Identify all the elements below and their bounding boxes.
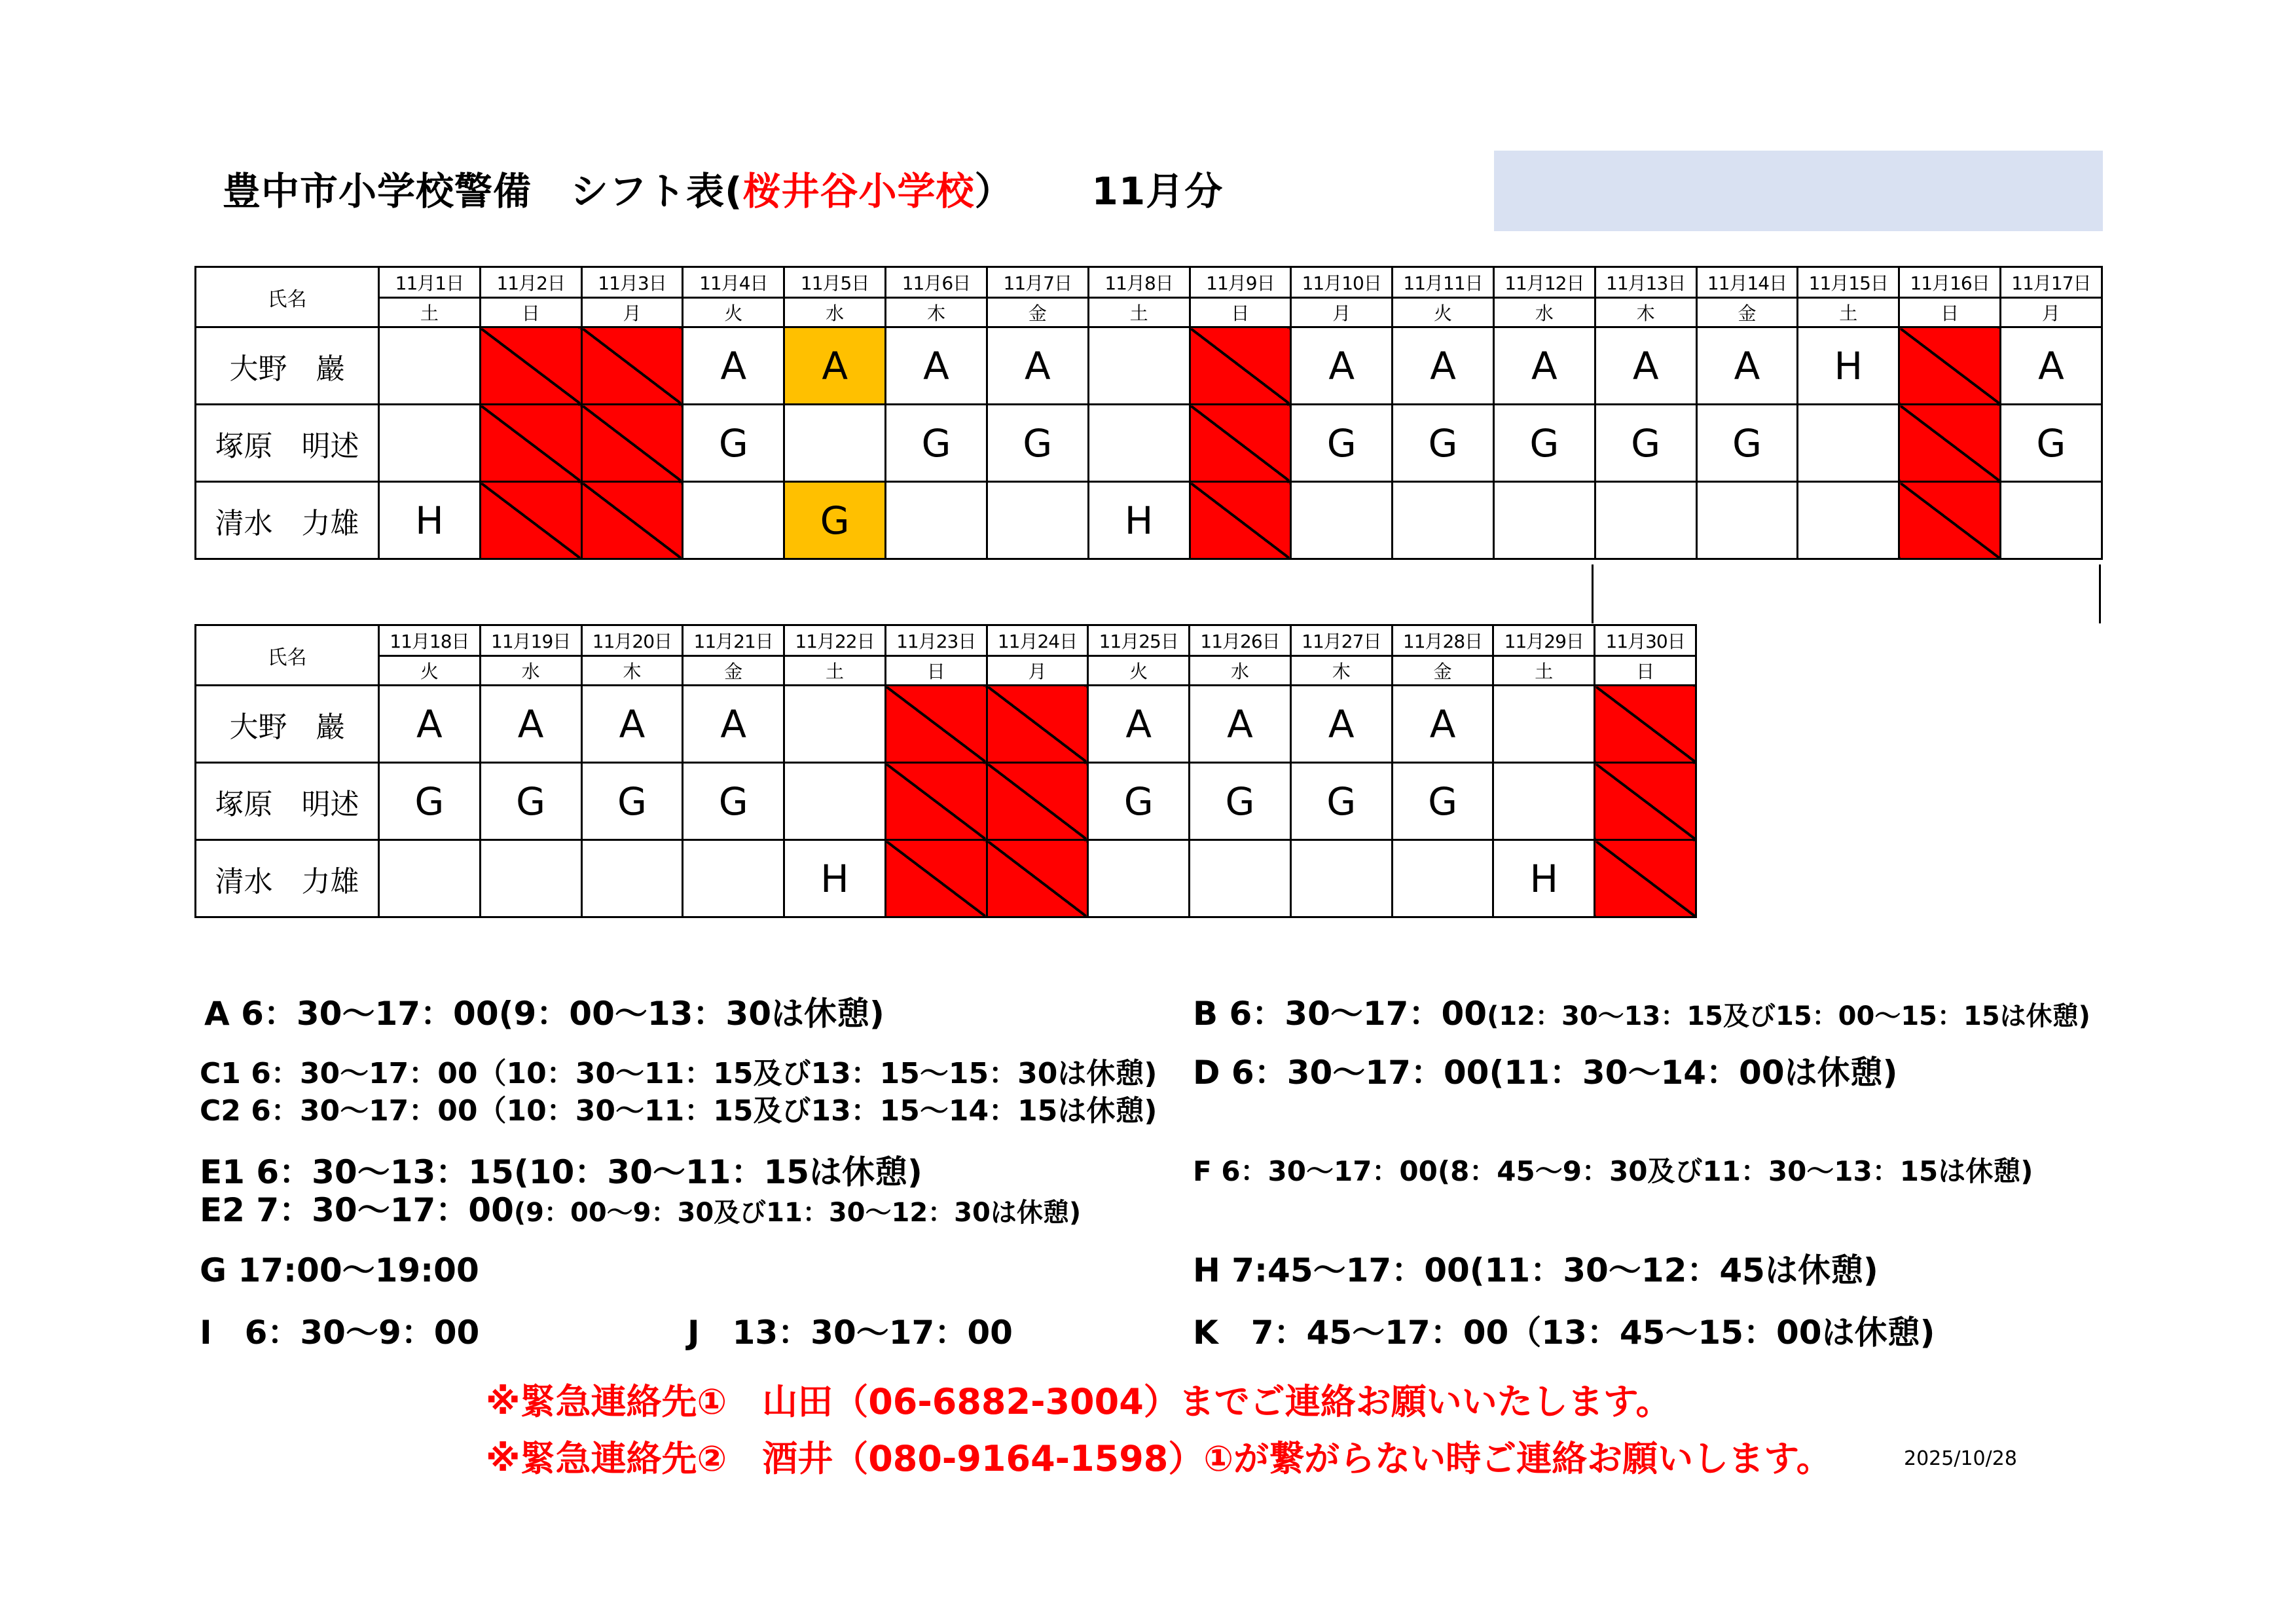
table-row bbox=[196, 686, 1696, 763]
empty-cell bbox=[379, 840, 481, 917]
empty-cell bbox=[1088, 327, 1190, 405]
shift-cell: G bbox=[683, 763, 784, 840]
shift-cell: H bbox=[784, 840, 886, 917]
date-header: 11月28日 bbox=[1392, 625, 1493, 656]
legend-i bbox=[200, 1306, 479, 1354]
legend-e2 bbox=[200, 1184, 1081, 1231]
shift-cell: G bbox=[987, 405, 1088, 482]
weekday-header: 金 bbox=[683, 656, 784, 686]
legend-c1 bbox=[200, 1050, 1157, 1092]
date-header: 11月19日 bbox=[480, 625, 581, 656]
shift-table-1 bbox=[194, 266, 2103, 560]
weekday-header: 日 bbox=[1190, 298, 1291, 327]
table-row bbox=[196, 482, 2102, 559]
staff-name: 清水 力雄 bbox=[196, 840, 379, 917]
divider-line-left bbox=[1592, 564, 1594, 623]
date-header: 11月2日 bbox=[480, 267, 581, 298]
date-header: 11月4日 bbox=[683, 267, 784, 298]
weekday-header: 土 bbox=[1088, 298, 1190, 327]
legend-b-note: (12：30～13：15及び15：00～15：15は休憩) bbox=[1487, 1001, 2090, 1031]
shift-cell: A bbox=[683, 686, 784, 763]
date-header: 11月17日 bbox=[2001, 267, 2102, 298]
date-header: 11月15日 bbox=[1798, 267, 1899, 298]
date-header: 11月7日 bbox=[987, 267, 1088, 298]
date-header: 11月8日 bbox=[1088, 267, 1190, 298]
legend-a bbox=[204, 987, 884, 1035]
date-header: 11月29日 bbox=[1493, 625, 1595, 656]
empty-cell bbox=[1493, 686, 1595, 763]
weekday-header: 木 bbox=[581, 656, 683, 686]
day-off-cell bbox=[885, 763, 987, 840]
weekday-header: 金 bbox=[1696, 298, 1798, 327]
legend-h bbox=[1193, 1244, 1878, 1291]
date-header: 11月16日 bbox=[1899, 267, 2001, 298]
table-row bbox=[196, 327, 2102, 405]
weekday-header: 土 bbox=[784, 656, 886, 686]
shift-cell: A bbox=[1393, 327, 1494, 405]
shift-cell: G bbox=[2001, 405, 2102, 482]
shift-cell: G bbox=[1088, 763, 1190, 840]
day-off-cell bbox=[1190, 482, 1291, 559]
shift-cell: A bbox=[581, 686, 683, 763]
date-header: 11月24日 bbox=[987, 625, 1088, 656]
day-off-cell bbox=[987, 840, 1088, 917]
staff-name: 清水 力雄 bbox=[196, 482, 379, 559]
staff-name: 大野 巖 bbox=[196, 686, 379, 763]
date-header: 11月11日 bbox=[1393, 267, 1494, 298]
empty-cell bbox=[1696, 482, 1798, 559]
weekday-header: 金 bbox=[1392, 656, 1493, 686]
empty-cell bbox=[1493, 482, 1595, 559]
shift-cell: H bbox=[1798, 327, 1899, 405]
legend-b bbox=[1193, 987, 2090, 1035]
weekday-header: 月 bbox=[2001, 298, 2102, 327]
empty-cell bbox=[784, 763, 886, 840]
date-header: 11月5日 bbox=[784, 267, 886, 298]
shift-cell: G bbox=[1190, 763, 1291, 840]
weekday-header: 土 bbox=[1493, 656, 1595, 686]
highlighted-shift-cell: A bbox=[784, 327, 886, 405]
day-off-cell bbox=[987, 686, 1088, 763]
page-title bbox=[223, 160, 1223, 215]
day-off-cell bbox=[480, 327, 581, 405]
shift-cell: A bbox=[987, 327, 1088, 405]
legend-e2-main: E2 7：30～17：00 bbox=[200, 1191, 514, 1229]
shift-cell: G bbox=[480, 763, 581, 840]
shift-cell: A bbox=[480, 686, 581, 763]
title-suffix: ） bbox=[974, 169, 1013, 213]
weekday-header: 火 bbox=[379, 656, 481, 686]
shift-cell: H bbox=[1088, 482, 1190, 559]
shift-cell: G bbox=[886, 405, 987, 482]
shift-cell: A bbox=[886, 327, 987, 405]
legend-c2-text: C2 6：30～17：00（10：30～11：15及び13：15～14：15は休憩) bbox=[200, 1094, 1157, 1128]
day-off-cell bbox=[1595, 686, 1696, 763]
weekday-header: 土 bbox=[1798, 298, 1899, 327]
weekday-header: 日 bbox=[885, 656, 987, 686]
empty-cell bbox=[1392, 840, 1493, 917]
weekday-header: 火 bbox=[683, 298, 784, 327]
empty-cell bbox=[1291, 482, 1393, 559]
shift-cell: A bbox=[1291, 327, 1393, 405]
date-header: 11月23日 bbox=[885, 625, 987, 656]
shift-cell: A bbox=[683, 327, 784, 405]
blue-box bbox=[1494, 151, 2103, 231]
divider-line-right bbox=[2099, 564, 2101, 623]
shift-cell: G bbox=[1493, 405, 1595, 482]
legend-a-main: A 6：30～17：00(9：00～13：30は休憩) bbox=[204, 995, 884, 1033]
shift-cell: A bbox=[1696, 327, 1798, 405]
day-off-cell bbox=[987, 763, 1088, 840]
empty-cell bbox=[886, 482, 987, 559]
legend-g-main: G 17:00～19:00 bbox=[200, 1251, 479, 1289]
title-month: 11月分 bbox=[1091, 169, 1224, 213]
date-header: 11月6日 bbox=[886, 267, 987, 298]
legend-f bbox=[1193, 1150, 2033, 1189]
shift-table-2 bbox=[194, 624, 1697, 918]
legend-c2 bbox=[200, 1087, 1157, 1129]
date-header: 11月13日 bbox=[1595, 267, 1696, 298]
weekday-header: 月 bbox=[581, 298, 683, 327]
empty-cell bbox=[1493, 763, 1595, 840]
weekday-header: 木 bbox=[1290, 656, 1392, 686]
empty-cell bbox=[683, 482, 784, 559]
day-off-cell bbox=[581, 405, 683, 482]
empty-cell bbox=[581, 840, 683, 917]
day-off-cell bbox=[885, 840, 987, 917]
empty-cell bbox=[1190, 840, 1291, 917]
weekday-header: 月 bbox=[1291, 298, 1393, 327]
weekday-header: 日 bbox=[1595, 656, 1696, 686]
shift-cell: G bbox=[581, 763, 683, 840]
date-stamp: 2025/10/28 bbox=[1904, 1447, 2017, 1470]
date-header: 11月21日 bbox=[683, 625, 784, 656]
date-header: 11月26日 bbox=[1190, 625, 1291, 656]
day-off-cell bbox=[885, 686, 987, 763]
date-header: 11月25日 bbox=[1088, 625, 1190, 656]
empty-cell bbox=[379, 327, 481, 405]
highlighted-shift-cell: G bbox=[784, 482, 886, 559]
title-school: 桜井谷小学校 bbox=[742, 169, 975, 213]
name-header: 氏名 bbox=[196, 267, 379, 327]
legend-c1-text: C1 6：30～17：00（10：30～11：15及び13：15～15：30は休憩) bbox=[200, 1057, 1157, 1090]
date-header: 11月3日 bbox=[581, 267, 683, 298]
legend-k bbox=[1193, 1306, 1935, 1354]
weekday-header: 火 bbox=[1088, 656, 1190, 686]
date-header: 11月20日 bbox=[581, 625, 683, 656]
shift-cell: A bbox=[1493, 327, 1595, 405]
legend-e2-note: (9：00～9：30及び11：30～12：30は休憩) bbox=[513, 1198, 1082, 1228]
day-off-cell bbox=[581, 482, 683, 559]
empty-cell bbox=[1088, 405, 1190, 482]
day-off-cell bbox=[1190, 327, 1291, 405]
shift-cell: A bbox=[379, 686, 481, 763]
legend-i-main: I 6：30～9：00 bbox=[200, 1314, 480, 1352]
date-header: 11月10日 bbox=[1291, 267, 1393, 298]
legend-e1-main: E1 6：30～13：15(10：30～11：15は休憩) bbox=[200, 1153, 922, 1191]
legend-b-main: B 6：30～17：00 bbox=[1193, 995, 1487, 1033]
shift-cell: A bbox=[1088, 686, 1190, 763]
weekday-header: 金 bbox=[987, 298, 1088, 327]
staff-name: 塚原 明述 bbox=[196, 763, 379, 840]
weekday-header: 水 bbox=[1493, 298, 1595, 327]
empty-cell bbox=[2001, 482, 2102, 559]
shift-cell: A bbox=[1595, 327, 1696, 405]
legend-g bbox=[200, 1244, 479, 1291]
weekday-header: 木 bbox=[1595, 298, 1696, 327]
weekday-header: 水 bbox=[784, 298, 886, 327]
day-off-cell bbox=[1899, 482, 2001, 559]
date-header: 11月9日 bbox=[1190, 267, 1291, 298]
empty-cell bbox=[1290, 840, 1392, 917]
day-off-cell bbox=[1899, 327, 2001, 405]
empty-cell bbox=[987, 482, 1088, 559]
date-header: 11月18日 bbox=[379, 625, 481, 656]
date-header: 11月14日 bbox=[1696, 267, 1798, 298]
legend-f-text: F 6：30～17：00(8：45～9：30及び11：30～13：15は休憩) bbox=[1193, 1155, 2033, 1187]
legend-d-main: D 6：30～17：00(11：30～14：00は休憩) bbox=[1193, 1054, 1898, 1092]
day-off-cell bbox=[1190, 405, 1291, 482]
legend-k-main: K 7：45～17：00（13：45～15：00は休憩) bbox=[1193, 1314, 1935, 1352]
shift-cell: G bbox=[683, 405, 784, 482]
weekday-header: 火 bbox=[1393, 298, 1494, 327]
legend-j bbox=[687, 1306, 1013, 1354]
shift-cell: G bbox=[1595, 405, 1696, 482]
staff-name: 塚原 明述 bbox=[196, 405, 379, 482]
name-header: 氏名 bbox=[196, 625, 379, 686]
weekday-header: 日 bbox=[1899, 298, 2001, 327]
weekday-header: 木 bbox=[886, 298, 987, 327]
shift-cell: A bbox=[1392, 686, 1493, 763]
table-row bbox=[196, 840, 1696, 917]
empty-cell bbox=[784, 686, 886, 763]
shift-cell: G bbox=[1393, 405, 1494, 482]
day-off-cell bbox=[480, 482, 581, 559]
day-off-cell bbox=[1595, 840, 1696, 917]
staff-name: 大野 巖 bbox=[196, 327, 379, 405]
day-off-cell bbox=[581, 327, 683, 405]
date-header: 11月22日 bbox=[784, 625, 886, 656]
shift-cell: G bbox=[1290, 763, 1392, 840]
empty-cell bbox=[784, 405, 886, 482]
shift-cell: H bbox=[1493, 840, 1595, 917]
table-row bbox=[196, 763, 1696, 840]
empty-cell bbox=[1393, 482, 1494, 559]
shift-cell: G bbox=[1696, 405, 1798, 482]
day-off-cell bbox=[1595, 763, 1696, 840]
emergency-contact-1: ※緊急連絡先① 山田（06-6882-3004）までご連絡お願いいたします。 bbox=[486, 1381, 1671, 1422]
date-header: 11月12日 bbox=[1493, 267, 1595, 298]
empty-cell bbox=[1088, 840, 1190, 917]
empty-cell bbox=[1798, 405, 1899, 482]
shift-cell: A bbox=[1190, 686, 1291, 763]
title-prefix: 豊中市小学校警備 シフト表( bbox=[223, 169, 743, 213]
table-row bbox=[196, 405, 2102, 482]
date-header: 11月27日 bbox=[1290, 625, 1392, 656]
shift-cell: H bbox=[379, 482, 481, 559]
weekday-header: 水 bbox=[1190, 656, 1291, 686]
day-off-cell bbox=[480, 405, 581, 482]
empty-cell bbox=[1595, 482, 1696, 559]
weekday-header: 日 bbox=[480, 298, 581, 327]
empty-cell bbox=[379, 405, 481, 482]
empty-cell bbox=[1798, 482, 1899, 559]
date-header: 11月30日 bbox=[1595, 625, 1696, 656]
legend-j-main: J 13：30～17：00 bbox=[687, 1314, 1013, 1352]
shift-cell: G bbox=[379, 763, 481, 840]
weekday-header: 月 bbox=[987, 656, 1088, 686]
legend-h-main: H 7:45～17：00(11：30～12：45は休憩) bbox=[1193, 1251, 1878, 1289]
shift-cell: G bbox=[1291, 405, 1393, 482]
weekday-header: 水 bbox=[480, 656, 581, 686]
legend-d bbox=[1193, 1046, 1897, 1094]
date-header: 11月1日 bbox=[379, 267, 481, 298]
emergency-contact-2: ※緊急連絡先② 酒井（080-9164-1598）①が繋がらない時ご連絡お願いします。 bbox=[486, 1438, 1832, 1479]
day-off-cell bbox=[1899, 405, 2001, 482]
shift-cell: A bbox=[1290, 686, 1392, 763]
empty-cell bbox=[683, 840, 784, 917]
shift-cell: A bbox=[2001, 327, 2102, 405]
empty-cell bbox=[480, 840, 581, 917]
weekday-header: 土 bbox=[379, 298, 481, 327]
shift-cell: G bbox=[1392, 763, 1493, 840]
